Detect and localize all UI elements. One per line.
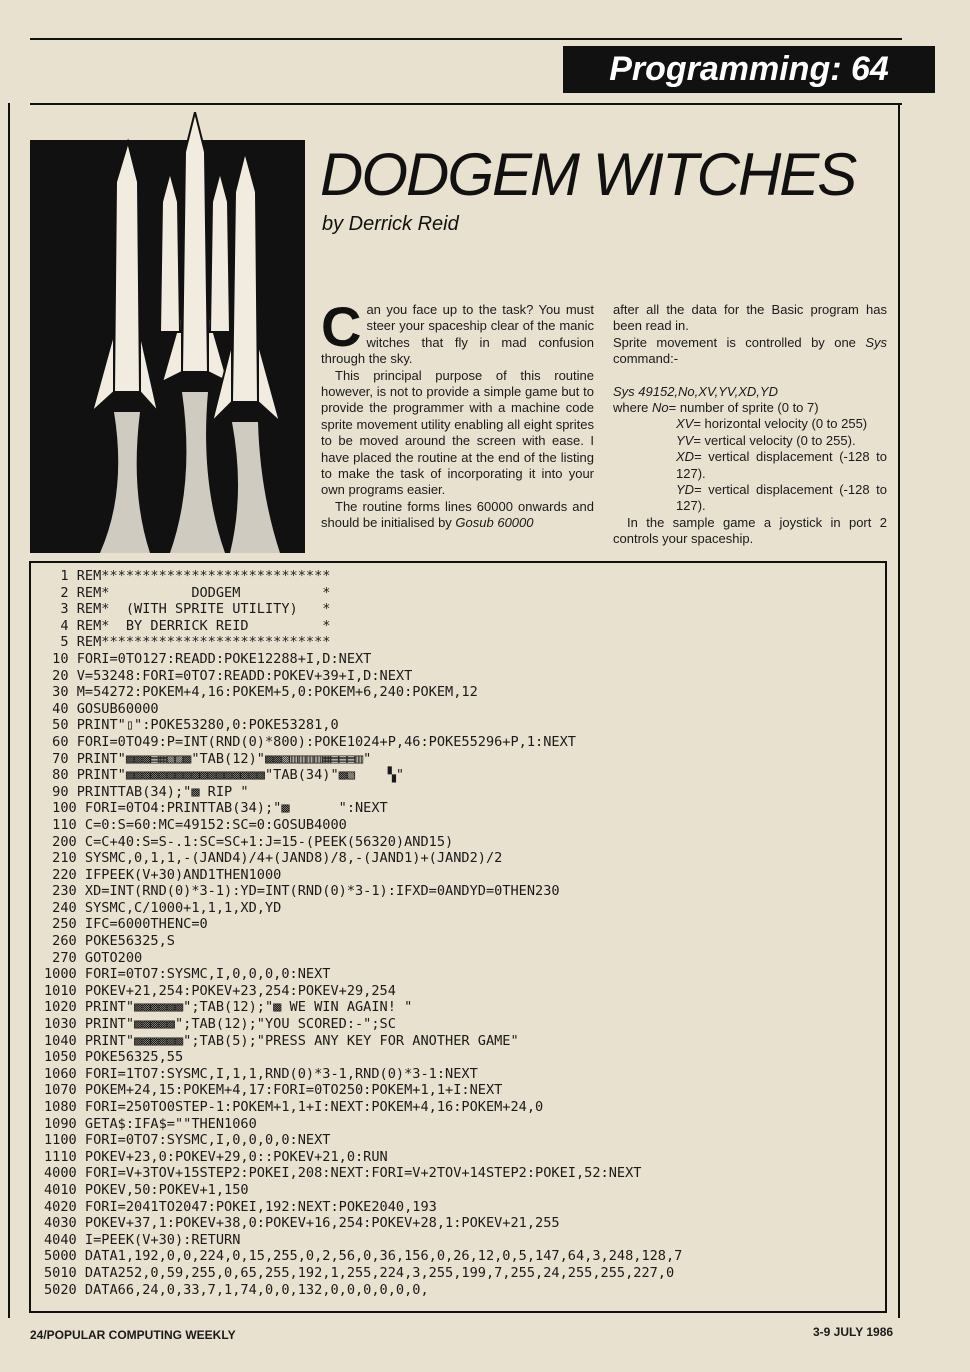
header-rule: [30, 103, 902, 105]
listing-line: 1000 FORI=0TO7:SYSMC,I,0,0,0,0:NEXT: [44, 966, 331, 983]
listing-line: 1080 FORI=250TO0STEP-1:POKEM+1,1+I:NEXT:POKEM+4,16:POKEM+24,0: [44, 1099, 544, 1115]
listing-line: 4 REM* BY DERRICK REID *: [44, 617, 331, 634]
section-label: Programming: 64: [609, 50, 889, 88]
listing-line: 260 POKE56325,S: [44, 933, 175, 950]
listing-line: 230 XD=INT(RND(0)*3-1):YD=INT(RND(0)*3-1):IFXD=0ANDYD=0THEN230: [44, 883, 560, 900]
listing-line: 60 FORI=0TO49:P=INT(RND(0)*800):POKE1024+P,46:POKE55296+P,1:NEXT: [44, 733, 576, 750]
listing-line: 210 SYSMC,0,1,1,-(JAND4)/4+(JAND8)/8,-(JAND1)+(JAND2)/2: [44, 850, 503, 867]
body-column-1: [321, 295, 594, 532]
left-margin-rule: [8, 103, 10, 1318]
listing-line: 50 PRINT"▯":POKE53280,0:POKE53281,0: [44, 717, 339, 734]
article-byline: by Derrick Reid: [322, 213, 459, 235]
right-margin-rule: [898, 103, 900, 1318]
listing-line: 5000 DATA1,192,0,0,224,0,15,255,0,2,56,0,36,156,0,26,12,0,5,147,64,3,248,128,7: [44, 1248, 683, 1265]
basic-listing: [44, 568, 874, 1298]
listing-line: 4040 I=PEEK(V+30):RETURN: [44, 1231, 241, 1248]
listing-line: 70 PRINT"▩▩▩▤▦▧▨▩"TAB(12)"▩▩▧▥▥▥▥▦▤▤▤▥": [44, 750, 372, 767]
sys-command: Sys 49152,No,XV,YV,XD,YD: [613, 383, 778, 399]
paragraph-purpose: This principal purpose of this routine however, is not to provide a simple game but to provide the programmer with a machine code sprite movement utility enabling all eight sprites to be moved around the screen with ease. I have placed the routine at the end of the listing to make the task of incorporating it into your own programs easier.: [321, 367, 594, 498]
paragraph-routine: The routine forms lines 60000 onwards and should be initialised by Gosub 60000: [321, 498, 594, 531]
listing-line: 20 V=53248:FORI=0TO7:READD:POKEV+39+I,D:NEXT: [44, 667, 413, 684]
where-line: where No= number of sprite (0 to 7): [613, 400, 819, 416]
listing-line: 4030 POKEV+37,1:POKEV+38,0:POKEV+16,254:POKEV+28,1:POKEV+21,255: [44, 1215, 560, 1232]
listing-line: 5020 DATA66,24,0,33,7,1,74,0,0,132,0,0,0,0,0,0,: [44, 1281, 429, 1298]
listing-line: 10 FORI=0TO127:READD:POKE12288+I,D:NEXT: [44, 650, 372, 667]
definition-yv: YV= vertical velocity (0 to 255).: [676, 432, 856, 448]
top-rule: [30, 38, 902, 40]
definition-xd: XD= vertical displacement (-128 to 127).: [676, 449, 887, 481]
paragraph-data-read: after all the data for the Basic program has been read in.: [613, 302, 887, 334]
listing-line: 5010 DATA252,0,59,255,0,65,255,192,1,255,224,3,255,199,7,255,24,255,255,227,0: [44, 1264, 675, 1281]
listing-line: 3 REM* (WITH SPRITE UTILITY) *: [44, 601, 331, 618]
listing-line: 1090 GETA$:IFA$=""THEN1060: [44, 1115, 257, 1132]
footer-publication: 24/POPULAR COMPUTING WEEKLY: [30, 1328, 236, 1342]
listing-line: 1040 PRINT"▩▩▩▩▩▩";TAB(5);"PRESS ANY KEY FOR ANOTHER GAME": [44, 1032, 519, 1049]
definition-yd: YD= vertical displacement (-128 to 127).: [676, 482, 887, 514]
definition-xv: XV= horizontal velocity (0 to 255): [676, 416, 868, 432]
listing-line: 1110 POKEV+23,0:POKEV+29,0::POKEV+21,0:RUN: [44, 1148, 388, 1165]
listing-line: 5 REM****************************: [44, 634, 331, 651]
footer-date: 3-9 JULY 1986: [813, 1325, 894, 1339]
listing-line: 4010 POKEV,50:POKEV+1,150: [44, 1181, 249, 1198]
listing-line: 2 REM* DODGEM *: [44, 584, 331, 601]
listing-line: 1020 PRINT"▩▩▩▩▩▩";TAB(12);"▩ WE WIN AGAIN! ": [44, 999, 413, 1016]
listing-line: 240 SYSMC,C/1000+1,1,1,XD,YD: [44, 899, 282, 916]
article-title: DODGEM WITCHES: [320, 141, 856, 208]
paragraph-joystick: In the sample game a joystick in port 2 controls your spaceship.: [613, 514, 887, 547]
rocket-illustration: [30, 112, 305, 553]
drop-cap: C: [321, 295, 362, 358]
listing-line: 4000 FORI=V+3TOV+15STEP2:POKEI,208:NEXT:FORI=V+2TOV+14STEP2:POKEI,52:NEXT: [44, 1165, 642, 1182]
listing-line: 1 REM****************************: [44, 568, 331, 584]
section-header: [563, 46, 935, 93]
listing-line: 200 C=C+40:S=S-.1:SC=SC+1:J=15-(PEEK(56320)AND15): [44, 833, 454, 850]
listing-line: 80 PRINT"▩▩▩▩▩▩▩▩▩▩▩▩▩▩▩▩▩"TAB(34)"▩▧ ▚": [44, 767, 405, 784]
listing-line: 1100 FORI=0TO7:SYSMC,I,0,0,0,0:NEXT: [44, 1132, 331, 1149]
listing-line: 90 PRINTTAB(34);"▩ RIP ": [44, 783, 249, 800]
listing-line: 100 FORI=0TO4:PRINTTAB(34);"▩ ":NEXT: [44, 800, 388, 817]
listing-line: 1060 FORI=1TO7:SYSMC,I,1,1,RND(0)*3-1,RND(0)*3-1:NEXT: [44, 1065, 478, 1082]
listing-line: 250 IFC=6000THENC=0: [44, 916, 208, 933]
listing-line: 30 M=54272:POKEM+4,16:POKEM+5,0:POKEM+6,240:POKEM,12: [44, 684, 478, 701]
listing-line: 220 IFPEEK(V+30)AND1THEN1000: [44, 866, 282, 883]
paragraph-sprite-movement: Sprite movement is controlled by one Sys command:-: [613, 334, 887, 367]
listing-line: 270 GOTO200: [44, 949, 143, 966]
body-column-2: [613, 302, 887, 548]
listing-line: 1010 POKEV+21,254:POKEV+23,254:POKEV+29,254: [44, 982, 396, 999]
listing-line: 1070 POKEM+24,15:POKEM+4,17:FORI=0TO250:POKEM+1,1+I:NEXT: [44, 1082, 503, 1099]
listing-line: 1050 POKE56325,55: [44, 1049, 184, 1066]
listing-line: 1030 PRINT"▩▩▩▩▩";TAB(12);"YOU SCORED:-";SC: [44, 1016, 396, 1033]
listing-line: 110 C=0:S=60:MC=49152:SC=0:GOSUB4000: [44, 816, 347, 833]
listing-line: 40 GOSUB60000: [44, 700, 159, 717]
paragraph-intro: Can you face up to the task? You must steer your spaceship clear of the manic witches that fly in mad confusion through the sky.: [321, 295, 594, 367]
listing-line: 4020 FORI=2041TO2047:POKEI,192:NEXT:POKE2040,193: [44, 1198, 437, 1215]
